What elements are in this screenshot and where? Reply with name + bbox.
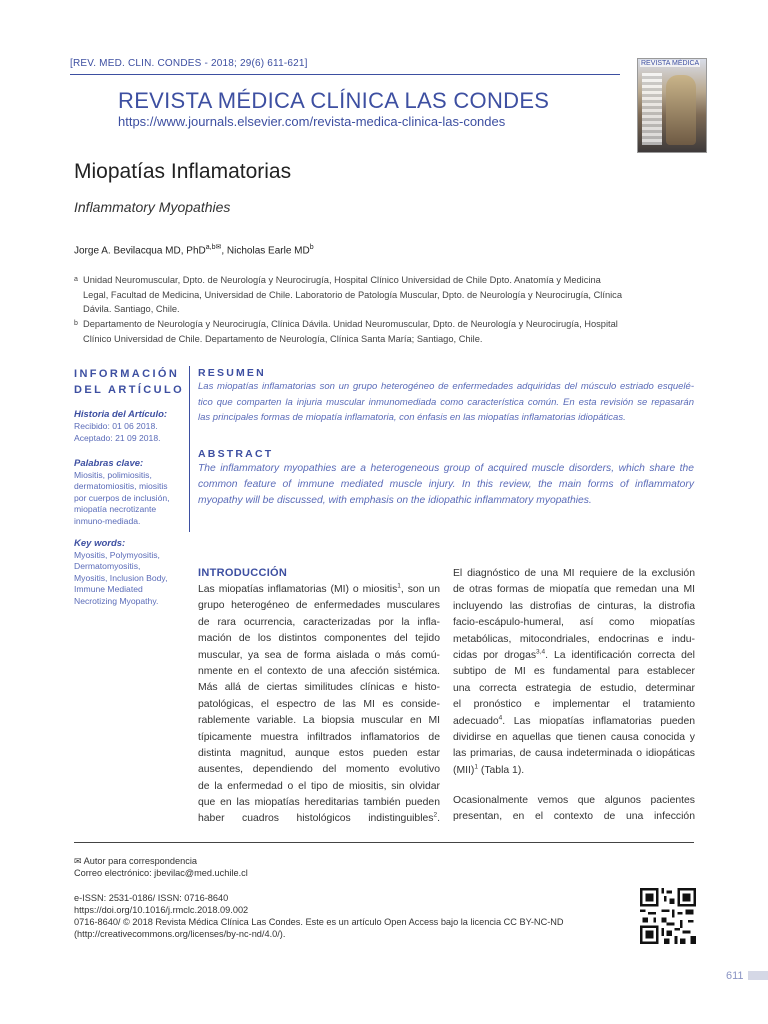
- body-text: . La identificación correcta del: [545, 649, 695, 661]
- cover-title: REVISTA MÉDICA: [641, 60, 700, 67]
- page-tab-decoration: [748, 971, 768, 980]
- journal-url[interactable]: https://www.journals.elsevier.com/revista-medica-clinica-las-condes: [118, 114, 506, 129]
- resumen-line: las principales formas de miopatía inflamatoria, con énfasis en las miopatías inflamatorias idiopáticas.: [198, 412, 626, 424]
- body-text: haber cuadros histológicos indistinguibles: [198, 813, 434, 825]
- body-text: (Tabla 1).: [477, 764, 525, 776]
- en-keyword-line: Necrotizing Myopathy.: [74, 595, 159, 606]
- keyword-line: por cuerpos de inclusión,: [74, 492, 170, 503]
- body-text: de la enfermedad o el tipo de miositis, sin olvidar: [198, 780, 440, 792]
- body-text-line: [453, 746, 695, 762]
- body-text: rablemente variable. La biopsia muscular en MI: [198, 715, 440, 727]
- body-text-line: [453, 697, 695, 713]
- body-text-line: [453, 763, 695, 779]
- citation-ref: 1: [474, 763, 478, 771]
- body-column-right-continued: [453, 793, 695, 826]
- affiliation-mark: a: [74, 276, 78, 283]
- body-text-line: [453, 599, 695, 615]
- history-heading: Historia del Artículo:: [74, 409, 168, 420]
- body-text-line: [198, 664, 440, 680]
- body-text: de rara ocurrencia, caracterizadas por la infla-: [198, 616, 440, 628]
- license-text: 0716-8640/ © 2018 Revista Médica Clínica Las Condes. Este es un artículo Open Access bajo la licencia CC BY-NC-ND: [74, 917, 564, 927]
- envelope-icon: ✉: [74, 856, 82, 866]
- introduction-heading: INTRODUCCIÓN: [198, 567, 288, 579]
- body-text-line: [198, 811, 440, 827]
- body-text-line: [198, 779, 440, 795]
- body-text-line: [198, 746, 440, 762]
- body-text-line: [198, 762, 440, 778]
- body-text-line: [198, 631, 440, 647]
- body-text-line: [198, 582, 440, 598]
- en-keywords-heading: Key words:: [74, 538, 126, 549]
- resumen-line: tico que comparten la injuria muscular inmunomediada como característica común. En esta revisión se repasarán: [198, 396, 694, 408]
- author-separator: ,: [221, 245, 227, 257]
- body-text: una correcta estrategia de estudio, determinar: [453, 682, 695, 694]
- abstract-line: myopathy will be discussed, with emphasis on the idiopathic inflammatory myopathies.: [198, 495, 592, 507]
- keyword-line: miopatía necrotizante: [74, 504, 157, 515]
- body-text: patológicas, el espectro de las MI es conside-: [198, 698, 440, 710]
- body-text-line: [198, 730, 440, 746]
- body-text: adecuado: [453, 715, 499, 727]
- body-text: Ocasionalmente vemos que algunos pacientes: [453, 795, 695, 806]
- sidebar-divider: [189, 366, 190, 532]
- body-text: subtipo de MI es fundamental para establecer: [453, 666, 695, 678]
- doi-link[interactable]: https://doi.org/10.1016/j.rmclc.2018.09.002: [74, 905, 249, 915]
- body-text: (MII): [453, 764, 475, 776]
- abstract-text: [198, 461, 694, 510]
- body-text: mación de los distintos componentes del tejido: [198, 633, 440, 645]
- keyword-line: inmuno-mediada.: [74, 515, 141, 526]
- body-text-line: [453, 582, 695, 598]
- article-info-heading-line1: INFORMACIÓN: [74, 368, 180, 380]
- journal-cover-image: [637, 58, 707, 153]
- author-affiliation-mark: a,b✉: [205, 244, 222, 251]
- citation-ref: 2: [433, 812, 438, 819]
- body-text-line: [453, 714, 695, 730]
- footer-rule: [74, 842, 694, 843]
- body-text: metabólicas, mitocondriales, endocrinas e indu-: [453, 633, 695, 645]
- keywords-heading: Palabras clave:: [74, 458, 144, 469]
- keyword-line: Miositis, polimiositis,: [74, 470, 152, 480]
- body-text: de otras formas de miopatía que remedan una MI: [453, 584, 695, 596]
- page-number: 611: [726, 970, 744, 982]
- body-text: el pronóstico e implementar el tratamiento: [453, 699, 695, 711]
- affiliation-line: Dávila. Santiago, Chile.: [83, 304, 180, 314]
- article-info-heading-line2: DEL ARTÍCULO: [74, 384, 185, 396]
- body-text: muscular, ya sea de forma aislada o más comú-: [198, 649, 440, 661]
- body-text: distinta magnitud, aunque estos pueden estar: [198, 747, 440, 759]
- article-subtitle: Inflammatory Myopathies: [74, 199, 231, 215]
- resumen-line: Las miopatías inflamatorias son un grupo heterogéneo de enfermedades adquiridas del músculo estriado esquelé-: [198, 381, 694, 392]
- correspondence-email[interactable]: Correo electrónico: jbevilac@med.uchile.cl: [74, 868, 248, 878]
- received-date: Recibido: 01 06 2018.: [74, 421, 158, 431]
- article-title: Miopatías Inflamatorias: [74, 160, 292, 183]
- en-keyword-line: Myositis, Inclusion Body,: [74, 572, 168, 583]
- author-list: [74, 243, 314, 256]
- affiliation-line: Legal, Facultad de Medicina, Universidad de Chile. Laboratorio de Patología Muscular, Dpto. de Neurología y Neurocirugía, Clínica: [83, 289, 623, 300]
- keywords-list: [74, 470, 186, 527]
- affiliation-mark: b: [74, 320, 78, 327]
- citation-ref: 3,4: [536, 648, 546, 656]
- body-text: .: [437, 813, 440, 825]
- body-text: , son un: [400, 584, 440, 595]
- resumen-heading: RESUMEN: [198, 367, 266, 379]
- body-text-line: [453, 615, 695, 631]
- body-text: típicamente muestra infiltrados inflamatorios de: [198, 731, 440, 743]
- body-text-line: [198, 795, 440, 811]
- body-text: presentan, en el contexto de una infección: [453, 811, 695, 823]
- cover-decoration: [642, 73, 662, 145]
- en-keyword-line: Immune Mediated: [74, 584, 143, 595]
- author-affiliation-mark: b: [309, 244, 314, 251]
- affiliation-line: Departamento de Neurología y Neurocirugía, Clínica Dávila. Unidad Neuromuscular, Dpto. de Neurología y Neurocirugía, Hospital: [83, 319, 618, 329]
- abstract-line: common feature of immune mediated muscle injury. In this review, the main forms of inflammatory: [198, 479, 694, 491]
- affiliation: [74, 273, 689, 317]
- correspondence-label: Autor para correspondencia: [83, 856, 197, 866]
- body-text: Las miopatías inflamatorias (MI) o miositis: [198, 584, 398, 595]
- resumen-text: [198, 379, 694, 426]
- body-text: que en las miopatías hereditarias también pueden: [198, 797, 440, 809]
- author-name: Nicholas Earle MD: [226, 245, 310, 257]
- body-column-right: [453, 566, 695, 779]
- body-text: . Las miopatías inflamatorias pueden: [502, 715, 695, 727]
- body-text-line: [198, 615, 440, 631]
- correspondence-note: [74, 856, 197, 868]
- body-text: grupo heterogéneo de enfermedades musculares: [198, 600, 440, 612]
- body-text-line: [198, 598, 440, 614]
- body-text: ausentes, dependiendo del momento evolutivo: [198, 764, 440, 776]
- body-column-left: [198, 582, 440, 828]
- body-text-line: [453, 632, 695, 648]
- body-text-line: [453, 566, 695, 582]
- affiliation-line: Unidad Neuromuscular, Dpto. de Neurología y Neurocirugía, Hospital Clínico Universidad de Chile Dpto. Anatomía y Medicina: [83, 275, 601, 285]
- body-text-line: [453, 664, 695, 680]
- article-info-heading: [74, 366, 184, 398]
- keyword-line: dermatomiositis, miositis: [74, 481, 168, 492]
- cover-figure: [666, 75, 696, 145]
- en-keyword-line: Myositis, Polymyositis,: [74, 550, 160, 560]
- body-text: dividirse en aquellas que tienen causa conocida y: [453, 731, 695, 743]
- abstract-heading: ABSTRACT: [198, 448, 274, 460]
- body-text-line: [453, 809, 695, 825]
- body-text-line: [453, 681, 695, 697]
- body-text: facio-escápulo-humeral, así como miopatías: [453, 617, 695, 629]
- affiliation: [74, 317, 689, 346]
- citation-ref: 1: [397, 582, 401, 590]
- body-text-line: [453, 730, 695, 746]
- journal-name: REVISTA MÉDICA CLÍNICA LAS CONDES: [118, 88, 550, 113]
- journal-reference: [REV. MED. CLIN. CONDES - 2018; 29(6) 611-621]: [70, 58, 308, 69]
- en-keyword-line: Dermatomyositis,: [74, 561, 141, 572]
- body-text-line: [198, 697, 440, 713]
- body-text-line: [198, 713, 440, 729]
- body-text: incluyendo las distrofias de cinturas, la distrofia: [453, 600, 695, 612]
- qr-code-icon: [640, 888, 696, 944]
- affiliation-line: Clínico Universidad de Chile. Departamento de Neurología, Clínica Santa María; Santiago, Chile.: [83, 333, 483, 344]
- abstract-line: The inflammatory myopathies are a heterogeneous group of acquired muscle disorders, which share the: [198, 463, 694, 474]
- author-name: Jorge A. Bevilacqua MD, PhD: [74, 245, 206, 257]
- citation-ref: 4: [498, 714, 503, 722]
- body-text: El diagnóstico de una MI requiere de la exclusión: [453, 568, 695, 579]
- body-text: las primarias, de causa indeterminada o idiopáticas: [453, 748, 695, 760]
- issn: e-ISSN: 2531-0186/ ISSN: 0716-8640: [74, 893, 229, 903]
- body-text-line: [453, 793, 695, 809]
- accepted-date: Aceptado: 21 09 2018.: [74, 433, 161, 443]
- body-text: cidas por drogas: [453, 649, 537, 661]
- body-text: Más allá de ciertas similitudes clínicas e histo-: [198, 682, 440, 694]
- en-keywords-list: [74, 550, 186, 607]
- header-rule: [70, 74, 620, 75]
- body-text: nmente en el contexto de una afección sistémica.: [198, 665, 440, 677]
- body-text-line: [198, 680, 440, 696]
- body-text-line: [198, 648, 440, 664]
- license-url[interactable]: (http://creativecommons.org/licenses/by-nc-nd/4.0/).: [74, 929, 286, 939]
- body-text-line: [453, 648, 695, 664]
